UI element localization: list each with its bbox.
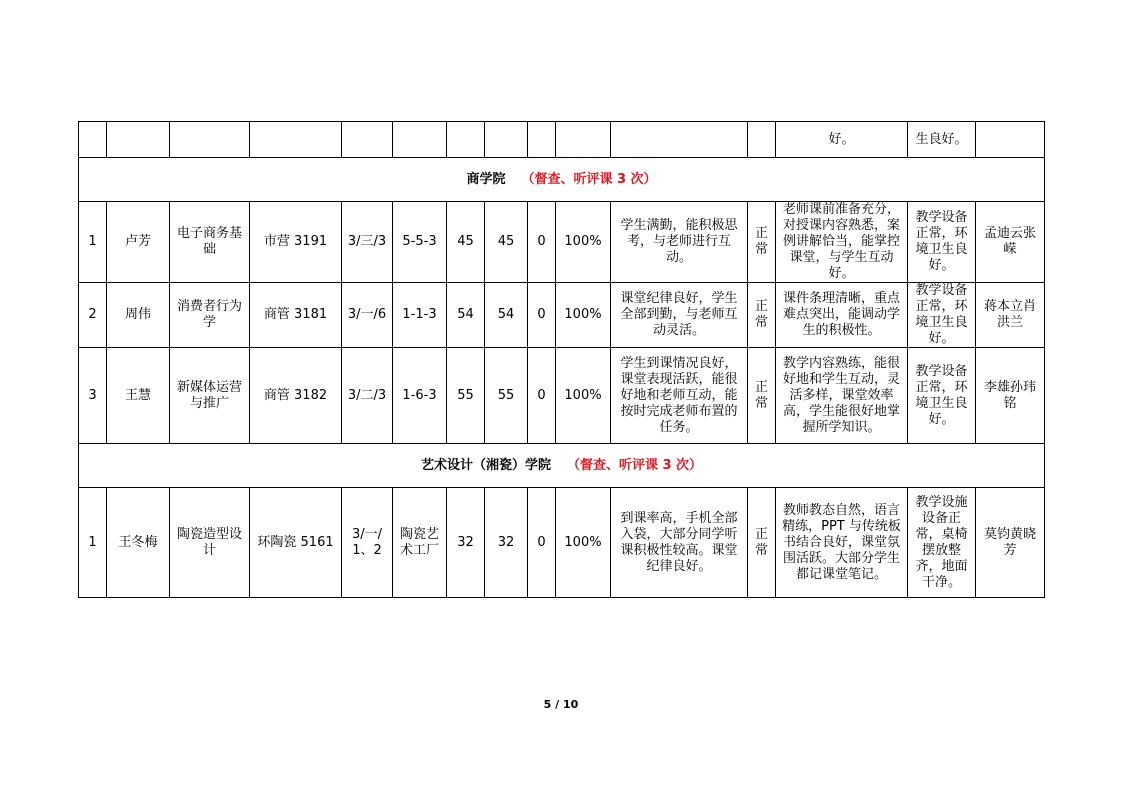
environment-comment: 教学设备正常，环境卫生良好。: [908, 348, 976, 444]
week-day: 3/三/3: [342, 202, 393, 283]
teaching-comment: 课件条理清晰，重点难点突出，能调动学生的积极性。: [776, 283, 908, 348]
row-no: 2: [79, 283, 107, 348]
week-day: 3/二/3: [342, 348, 393, 444]
inspectors: 莫钧黄晓芳: [976, 488, 1045, 598]
section-title: [79, 158, 1045, 202]
continued-teaching-cell: 好。: [776, 122, 908, 158]
expected-count: 55: [447, 348, 485, 444]
page-number: 5 / 10: [543, 698, 579, 711]
student-comment: 学生满勤，能积极思考，与老师进行互动。: [611, 202, 748, 283]
section-header-row: [79, 444, 1045, 488]
status: 正常: [748, 283, 776, 348]
teaching-comment: 老师课前准备充分，对授课内容熟悉，案例讲解恰当，能掌控课堂，与学生互动好。: [776, 202, 908, 283]
row-no: 1: [79, 202, 107, 283]
table-row: [79, 488, 1045, 598]
class-name: 市营 3191: [250, 202, 342, 283]
expected-count: 54: [447, 283, 485, 348]
inspectors: 蒋本立肖洪兰: [976, 283, 1045, 348]
absent-count: 0: [528, 348, 556, 444]
status: 正常: [748, 488, 776, 598]
attendance-rate: 100%: [556, 202, 611, 283]
table-row: [79, 283, 1045, 348]
absent-count: 0: [528, 283, 556, 348]
teacher-name: 王冬梅: [107, 488, 170, 598]
actual-count: 54: [485, 283, 528, 348]
environment-comment: 教学设备正常，环境卫生良好。: [908, 283, 976, 348]
absent-count: 0: [528, 202, 556, 283]
section-name: 艺术设计（湘瓷）学院: [420, 457, 551, 473]
student-comment: 到课率高，手机全部入袋，大部分同学听课积极性较高。课堂纪律良好。: [611, 488, 748, 598]
expected-count: 32: [447, 488, 485, 598]
week-day: 3/一/1、2: [342, 488, 393, 598]
inspectors: 李雄孙玮铭: [976, 348, 1045, 444]
course-name: 电子商务基础: [170, 202, 250, 283]
absent-count: 0: [528, 488, 556, 598]
inspection-table: [78, 121, 1045, 598]
table-row: [79, 348, 1045, 444]
teacher-name: 王慧: [107, 348, 170, 444]
attendance-rate: 100%: [556, 348, 611, 444]
class-name: 环陶瓷 5161: [250, 488, 342, 598]
attendance-rate: 100%: [556, 488, 611, 598]
actual-count: 45: [485, 202, 528, 283]
table-row: [79, 202, 1045, 283]
period: 陶瓷艺术工厂: [393, 488, 447, 598]
period: 5-5-3: [393, 202, 447, 283]
teacher-name: 周伟: [107, 283, 170, 348]
continued-row: [79, 122, 1045, 158]
environment-comment: 教学设施设备正常，桌椅摆放整齐，地面干净。: [908, 488, 976, 598]
actual-count: 55: [485, 348, 528, 444]
teacher-name: 卢芳: [107, 202, 170, 283]
period: 1-6-3: [393, 348, 447, 444]
student-comment: 课堂纪律良好，学生全部到勤，与老师互动灵活。: [611, 283, 748, 348]
actual-count: 32: [485, 488, 528, 598]
expected-count: 45: [447, 202, 485, 283]
section-note: （督查、听评课 3 次）: [566, 457, 703, 473]
course-name: 陶瓷造型设计: [170, 488, 250, 598]
status: 正常: [748, 202, 776, 283]
teaching-comment: 教师教态自然，语言精练，PPT 与传统板书结合良好，课堂氛围活跃。大部分学生都记课堂笔记。: [776, 488, 908, 598]
teaching-comment: 教学内容熟练，能很好地和学生互动，灵活多样，课堂效率高，学生能很好地掌握所学知识。: [776, 348, 908, 444]
class-name: 商管 3181: [250, 283, 342, 348]
section-title: [79, 444, 1045, 488]
period: 1-1-3: [393, 283, 447, 348]
course-name: 消费者行为学: [170, 283, 250, 348]
attendance-rate: 100%: [556, 283, 611, 348]
course-name: 新媒体运营与推广: [170, 348, 250, 444]
student-comment: 学生到课情况良好，课堂表现活跃，能很好地和老师互动，能按时完成老师布置的任务。: [611, 348, 748, 444]
row-no: 3: [79, 348, 107, 444]
section-note: （督查、听评课 3 次）: [521, 171, 657, 187]
environment-comment: 教学设备正常，环境卫生良好。: [908, 202, 976, 283]
week-day: 3/一/6: [342, 283, 393, 348]
section-header-row: [79, 158, 1045, 202]
class-name: 商管 3182: [250, 348, 342, 444]
status: 正常: [748, 348, 776, 444]
continued-env-cell: 生良好。: [908, 122, 976, 158]
row-no: 1: [79, 488, 107, 598]
section-name: 商学院: [466, 171, 506, 187]
inspectors: 孟迪云张嵘: [976, 202, 1045, 283]
